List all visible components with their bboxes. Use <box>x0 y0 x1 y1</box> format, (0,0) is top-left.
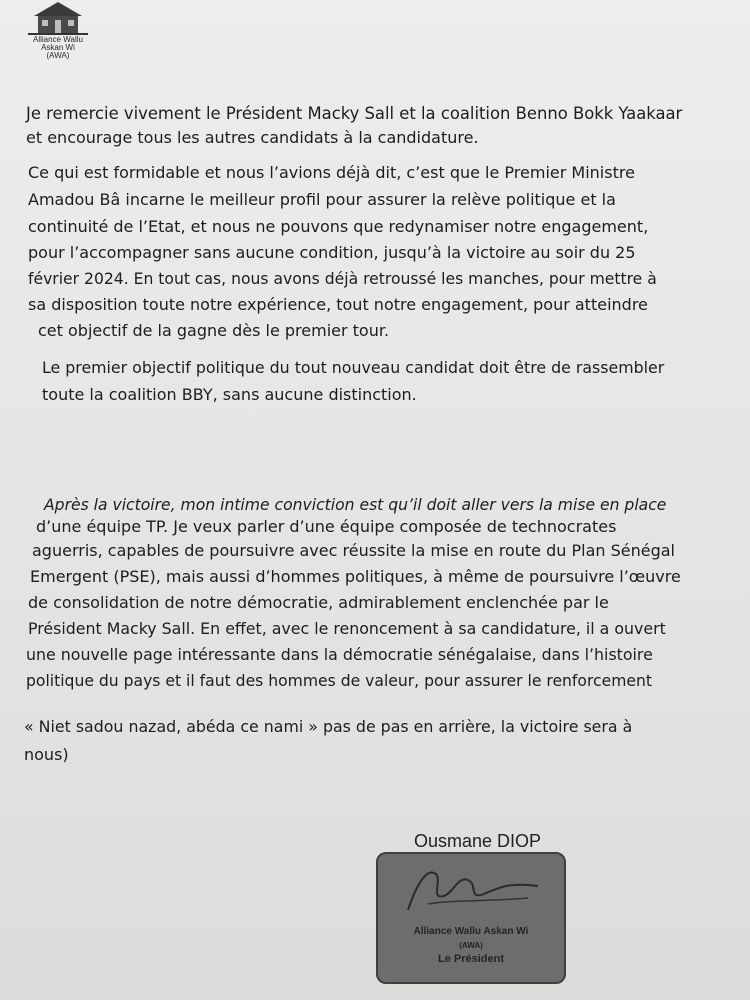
text-line: d’une équipe TP. Je veux parler d’une équipe composée de technocrates <box>36 517 617 536</box>
house-emblem-icon <box>22 0 94 36</box>
text-line: Le premier objectif politique du tout nouveau candidat doit être de rassembler <box>42 358 665 377</box>
text-line: cet objectif de la gagne dès le premier tour. <box>38 321 390 340</box>
text-line: Après la victoire, mon intime conviction est qu’il doit aller vers la mise en place <box>44 496 667 514</box>
text-line: de consolidation de notre démocratie, admirablement enclenchée par le <box>28 593 609 612</box>
text-line: sa disposition toute notre expérience, tout notre engagement, pour atteindre <box>28 295 648 314</box>
text-line: une nouvelle page intéressante dans la démocratie sénégalaise, dans l’histoire <box>26 645 653 664</box>
text-line: politique du pays et il faut des hommes de valeur, pour assurer le renforcement <box>26 672 652 690</box>
text-line: Président Macky Sall. En effet, avec le renoncement à sa candidature, il a ouvert <box>28 619 666 638</box>
logo-line-3: (AWA) <box>46 51 70 60</box>
text-line: et encourage tous les autres candidats à la candidature. <box>26 128 479 147</box>
logo-line-2: Askan Wi <box>41 43 75 52</box>
party-logo <box>22 0 94 64</box>
text-line: Amadou Bâ incarne le meilleur profil pour assurer la relève politique et la <box>28 190 616 209</box>
signatory-name: Ousmane DIOP <box>414 831 542 851</box>
handwritten-signature-icon <box>388 860 558 922</box>
text-line: nous) <box>24 745 69 764</box>
text-line: « Niet sadou nazad, abéda ce nami » pas de pas en arrière, la victoire sera à <box>24 717 633 736</box>
text-line: aguerris, capables de poursuivre avec réussite la mise en route du Plan Sénégal <box>32 541 675 560</box>
stamp-line-2: (AWA) <box>459 941 483 950</box>
text-line: Ce qui est formidable et nous l’avions déjà dit, c’est que le Premier Ministre <box>28 163 635 182</box>
official-stamp <box>376 852 566 984</box>
logo-line-1: Alliance Wallu <box>33 35 83 44</box>
text-line: toute la coalition BBY, sans aucune distinction. <box>42 385 417 404</box>
text-line: continuité de l’Etat, et nous ne pouvons que redynamiser notre engagement, <box>28 217 649 236</box>
text-line: pour l’accompagner sans aucune condition, jusqu’à la victoire au soir du 25 <box>28 243 636 262</box>
text-line: Emergent (PSE), mais aussi d’hommes politiques, à même de poursuivre l’œuvre <box>30 567 681 586</box>
text-line: février 2024. En tout cas, nous avons déjà retroussé les manches, pour mettre à <box>28 270 657 288</box>
text-line: Je remercie vivement le Président Macky Sall et la coalition Benno Bokk Yaakaar <box>26 104 683 123</box>
stamp-line-1: Alliance Wallu Askan Wi <box>413 926 529 937</box>
stamp-line-3: Le Président <box>437 953 505 965</box>
